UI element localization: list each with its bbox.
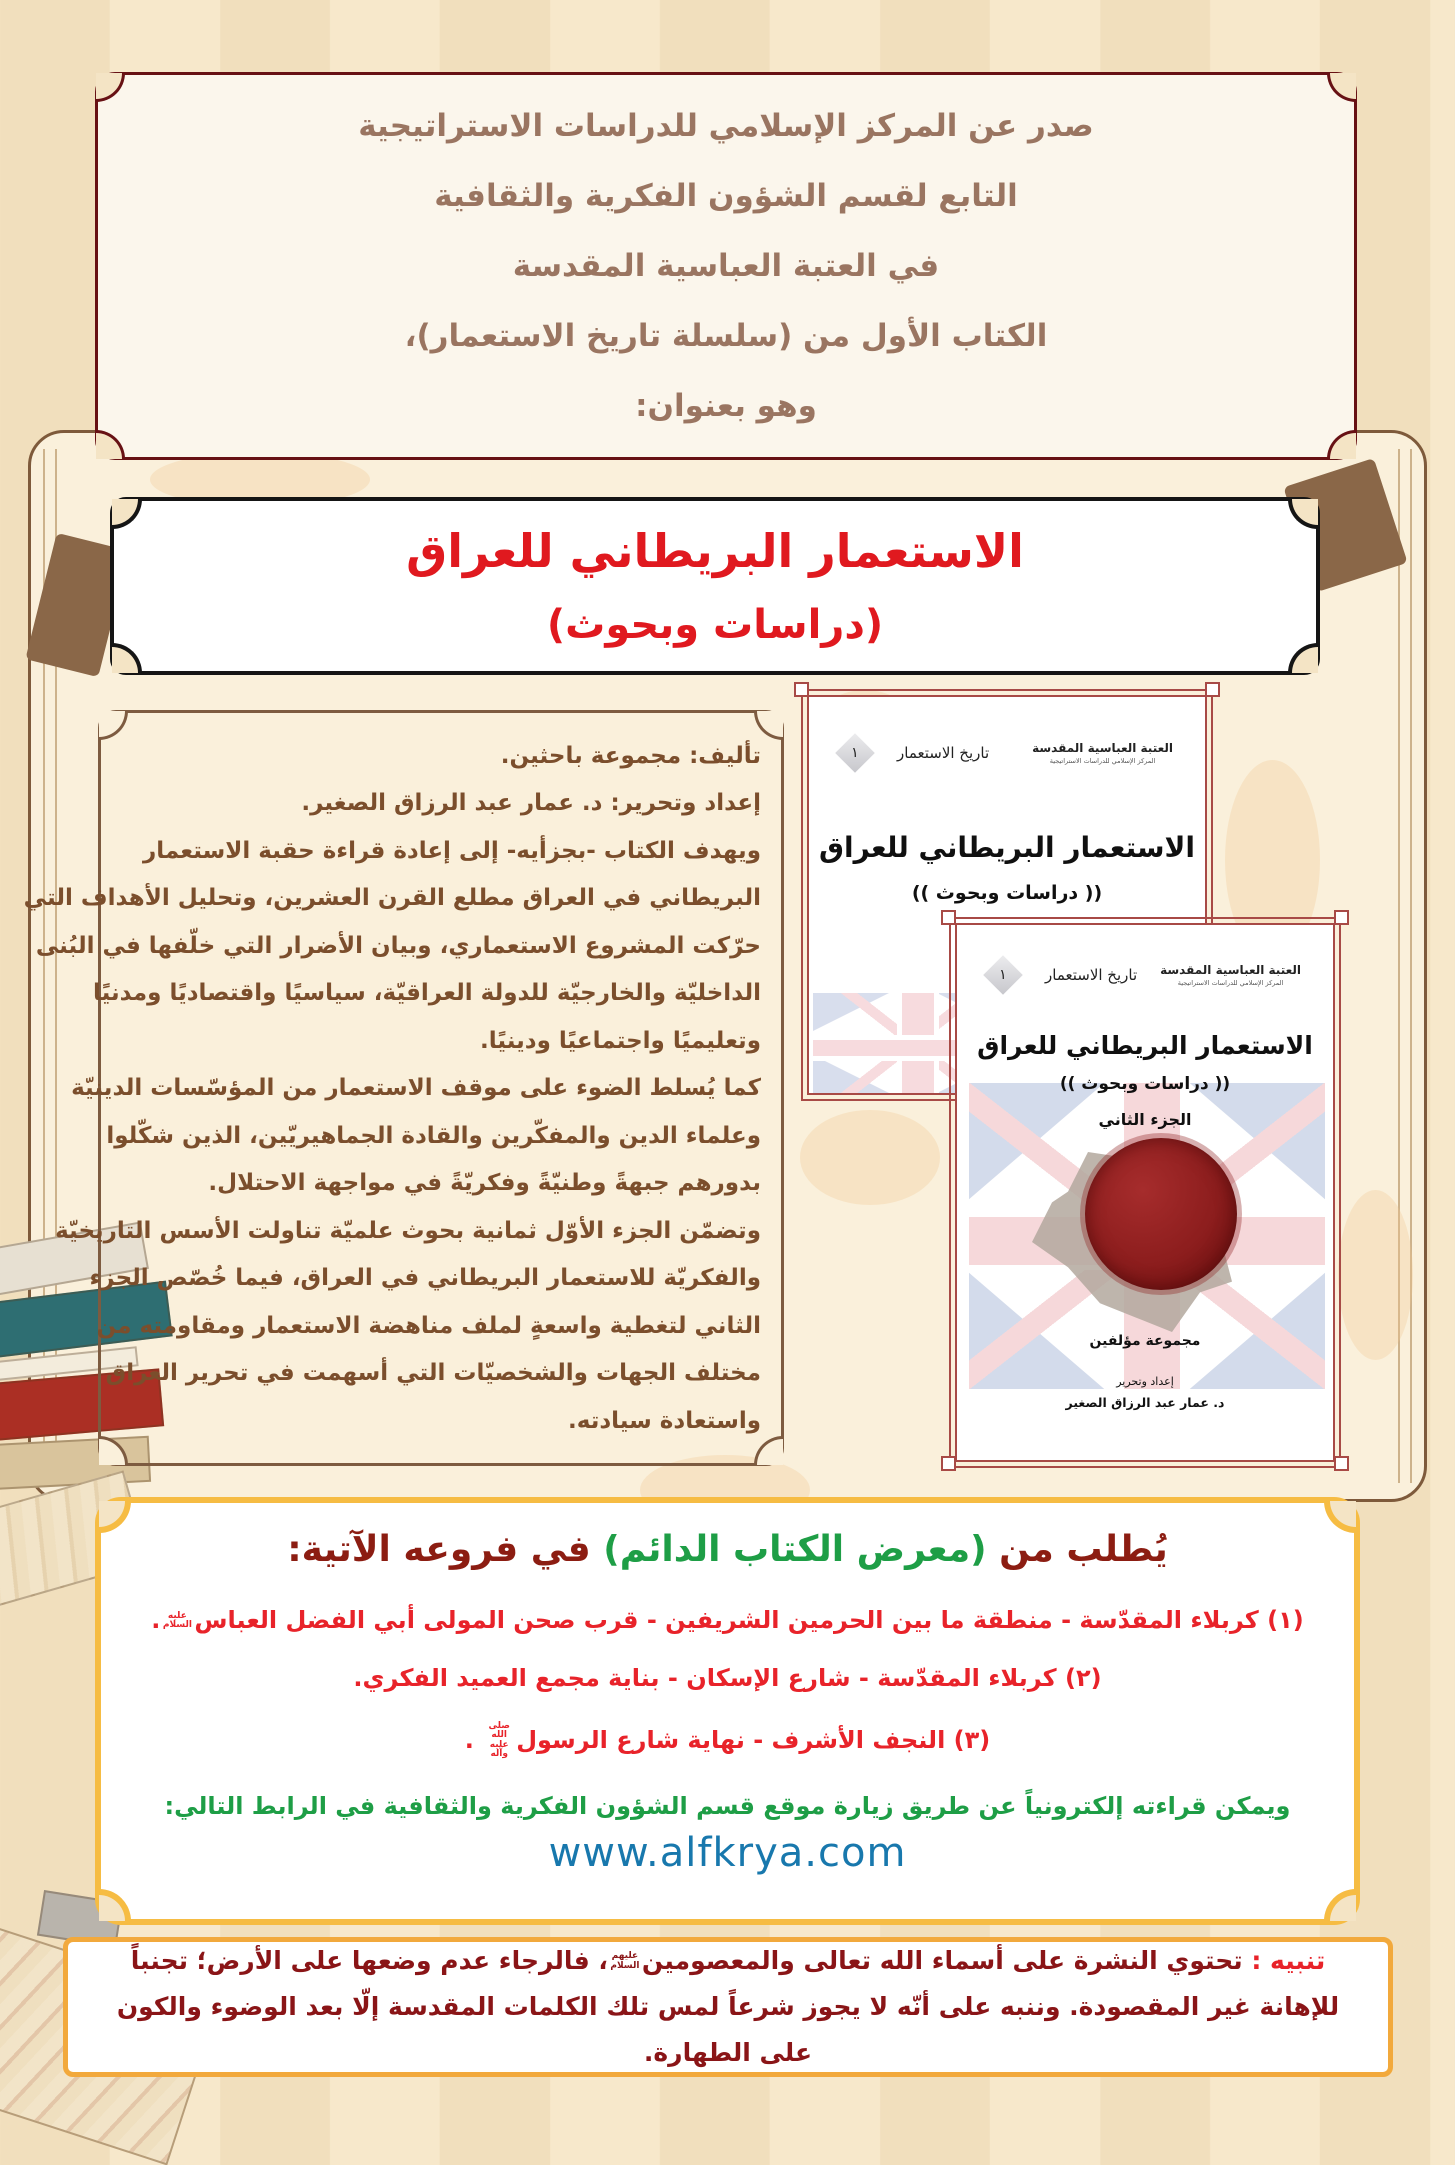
description-line: واستعادة سيادته. (568, 1407, 761, 1434)
background-blotch (1338, 1190, 1413, 1360)
description-line: تأليف: مجموعة باحثين. (500, 742, 761, 769)
announcement-line: في العتبة العباسية المقدسة (512, 248, 940, 284)
announcement-line: وهو بعنوان: (635, 388, 817, 424)
heading-text: في فروعه الآتية: (287, 1529, 604, 1570)
series-label: تاريخ الاستعمار (1045, 966, 1138, 984)
book-title: الاستعمار البريطاني للعراق (406, 524, 1024, 579)
description-line: البريطاني في العراق مطلع القرن العشرين، وتحليل الأهداف التي (23, 885, 761, 911)
availability-box (95, 1497, 1360, 1925)
publisher-logo-subtitle: المركز الإسلامي للدراسات الاستراتيجية (1049, 757, 1156, 765)
website-url[interactable]: www.alfkrya.com (548, 1829, 907, 1876)
branch-text: (١) كربلاء المقدّسة - منطقة ما بين الحرمين الشريفين - قرب صحن المولى أبي الفضل العباس (194, 1606, 1304, 1634)
corner-notch (99, 1436, 128, 1465)
corner-notch (1327, 430, 1356, 459)
book-subtitle: (دراسات وبحوث) (546, 601, 884, 648)
cover-corner-ornament (941, 1456, 956, 1471)
description-line: وعلماء الدين والمفكّرين والقادة الجماهيريّين، الذين شكّلوا (106, 1122, 761, 1149)
corner-notch (96, 73, 125, 102)
branch-tail: . (464, 1725, 483, 1754)
description-line: بدورهم جبهةً وطنيّةً وفكريّةً في مواجهة الاحتلال. (208, 1170, 761, 1196)
background-blotch (800, 1110, 940, 1205)
cover-corner-ornament (1334, 910, 1349, 925)
cover-title: الاستعمار البريطاني للعراق (977, 1031, 1313, 1060)
corner-notch (112, 643, 142, 673)
honorific-mark: عليهم السلام (610, 1951, 640, 1971)
corner-notch (1324, 1889, 1356, 1921)
notice-box (63, 1937, 1393, 2077)
notice-body: تحتوي النشرة على أسماء الله تعالى والمعصومين (641, 1945, 1243, 1975)
announcement-line: الكتاب الأول من (سلسلة تاريخ الاستعمار)، (404, 318, 1048, 354)
description-line: إعداد وتحرير: د. عمار عبد الرزاق الصغير. (301, 790, 761, 816)
heading-text: يُطلب من (986, 1529, 1168, 1570)
publisher-logo (1160, 963, 1301, 987)
publisher-logo-subtitle: المركز الإسلامي للدراسات الاستراتيجية (1177, 979, 1284, 987)
series-number-badge (983, 955, 1023, 995)
volume-label: الجزء الثاني (1098, 1110, 1192, 1129)
branch-item (465, 1722, 991, 1760)
cover-corner-ornament (1334, 1456, 1349, 1471)
series-label: تاريخ الاستعمار (897, 744, 990, 762)
publisher-logo (1032, 741, 1173, 765)
corner-notch (112, 499, 142, 529)
series-number: ١ (851, 745, 859, 761)
corner-notch (754, 711, 783, 740)
cover-header (957, 961, 1333, 989)
cover-authors: مجموعة مؤلفين (1089, 1333, 1201, 1349)
red-wax-seal (1085, 1138, 1237, 1290)
branch-text: (٣) النجف الأشرف - نهاية شارع الرسول (516, 1725, 991, 1754)
availability-heading (287, 1529, 1167, 1570)
series-number-badge (835, 733, 875, 773)
online-reading-note: ويمكن قراءته إلكترونياً عن طريق زيارة موقع قسم الشؤون الفكرية والثقافية في الرابط التالي: (164, 1791, 1291, 1820)
announcement-line: التابع لقسم الشؤون الفكرية والثقافية (434, 178, 1018, 214)
notice-label: تنبيه : (1251, 1945, 1326, 1975)
heading-highlight: (معرض الكتاب الدائم) (603, 1529, 987, 1570)
branch-item (353, 1664, 1101, 1692)
description-line: الثاني لتغطية واسعةٍ لملف مناهضة الاستعمار ومقاومته من (96, 1312, 761, 1339)
description-line: والفكريّة للاستعمار البريطاني في العراق، فيما خُصّص الجزء (89, 1265, 761, 1291)
cover-editor-name: د. عمار عبد الرزاق الصغير (1065, 1395, 1225, 1410)
publisher-logo-title: العتبة العباسية المقدسة (1032, 741, 1173, 755)
branch-text: (٢) كربلاء المقدّسة - شارع الإسكان - بناية مجمع العميد الفكري. (353, 1664, 1102, 1692)
corner-notch (99, 711, 128, 740)
cover-corner-ornament (1205, 682, 1220, 697)
cover-subtitle: (( دراسات وبحوث )) (1059, 1074, 1231, 1094)
cover-editor-label: إعداد وتحرير (1116, 1375, 1174, 1388)
corner-notch (1288, 643, 1318, 673)
cover-corner-ornament (941, 910, 956, 925)
book-cover-volume2 (955, 923, 1335, 1462)
description-box (23, 710, 784, 1466)
corner-notch (99, 1501, 131, 1533)
announcement-line: صدر عن المركز الإسلامي للدراسات الاستراتيجية (358, 108, 1094, 144)
notice-text (96, 1938, 1360, 2077)
series-info (989, 961, 1137, 989)
cover-corner-ornament (794, 682, 809, 697)
honorific-mark: صلى الله عليه وآله (488, 1721, 510, 1760)
cover-header (809, 739, 1205, 767)
description-line: وتعليميًا واجتماعيًا ودينيًا. (480, 1027, 761, 1054)
description-line: الداخليّة والخارجيّة للدولة العراقيّة، سياسيًا واقتصاديًا ومدنيًا (92, 980, 761, 1006)
series-info (841, 739, 989, 767)
page-edge-line (1410, 449, 1412, 1483)
description-line: ويهدف الكتاب -بجزأيه- إلى إعادة قراءة حقبة الاستعمار (142, 837, 761, 864)
corner-notch (99, 1889, 131, 1921)
announcement-box (95, 72, 1357, 460)
cover-title: الاستعمار البريطاني للعراق (818, 831, 1196, 864)
corner-notch (96, 430, 125, 459)
honorific-mark: عليه السلام (162, 1610, 192, 1630)
description-line: مختلف الجهات والشخصيّات التي أسهمت في تحرير العراق (105, 1360, 761, 1386)
publisher-logo-title: العتبة العباسية المقدسة (1160, 963, 1301, 977)
book-title-box (110, 497, 1320, 675)
corner-notch (1324, 1501, 1356, 1533)
description-line: حرّكت المشروع الاستعماري، وبيان الأضرار التي خلّفها في البُنى (35, 932, 761, 959)
corner-notch (1288, 499, 1318, 529)
corner-notch (1327, 73, 1356, 102)
corner-notch (754, 1436, 783, 1465)
series-number: ١ (999, 967, 1007, 983)
notice-body: ، فالرجاء عدم وضعها على الأرض؛ تجنباً للإهانة غير المقصودة. وننبه على أنّه لا يجوز شرعاً لمس تلك الكلمات المقدسة إلّا بعد الوضوء والكون على الطهارة. (116, 1945, 1340, 2068)
branch-item (151, 1606, 1303, 1634)
description-line: كما يُسلط الضوء على موقف الاستعمار من المؤسّسات الدينيّة (71, 1075, 761, 1101)
cover-subtitle: (( دراسات وبحوث )) (911, 882, 1103, 904)
description-line: وتضمّن الجزء الأوّل ثمانية بحوث علميّة تناولت الأسس التاريخيّة (55, 1217, 761, 1244)
branch-tail: . (151, 1606, 161, 1634)
